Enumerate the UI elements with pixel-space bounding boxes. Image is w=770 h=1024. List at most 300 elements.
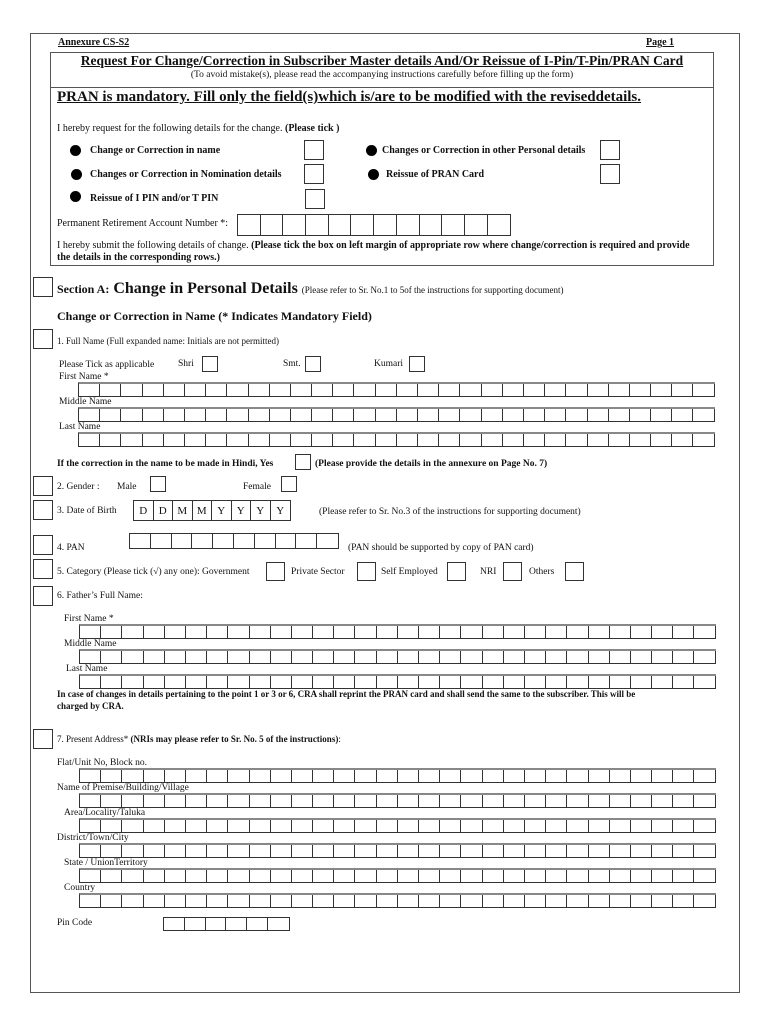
char-box[interactable] <box>398 626 419 638</box>
char-box[interactable] <box>440 870 461 882</box>
char-box[interactable] <box>79 434 100 446</box>
char-box[interactable] <box>207 770 228 782</box>
char-box[interactable] <box>334 820 355 832</box>
char-box[interactable] <box>186 895 207 907</box>
char-box[interactable] <box>312 384 333 396</box>
char-box[interactable] <box>80 770 101 782</box>
char-box[interactable] <box>376 384 397 396</box>
char-box[interactable] <box>228 651 249 663</box>
char-box[interactable] <box>483 870 504 882</box>
pan-char-box[interactable] <box>296 534 317 548</box>
char-box[interactable] <box>313 820 334 832</box>
char-box[interactable] <box>228 626 249 638</box>
dob-digit-box[interactable]: M <box>193 501 213 520</box>
father-middle-input[interactable] <box>79 649 716 664</box>
char-box[interactable] <box>504 895 525 907</box>
char-box[interactable] <box>567 895 588 907</box>
char-box[interactable] <box>292 676 313 688</box>
char-box[interactable] <box>398 651 419 663</box>
char-box[interactable] <box>461 651 482 663</box>
char-box[interactable] <box>101 870 122 882</box>
char-box[interactable] <box>418 434 439 446</box>
char-box[interactable] <box>228 676 249 688</box>
char-box[interactable] <box>121 384 142 396</box>
char-box[interactable] <box>122 895 143 907</box>
char-box[interactable] <box>355 895 376 907</box>
char-box[interactable] <box>249 409 270 421</box>
char-box[interactable] <box>398 795 419 807</box>
option-pin-checkbox[interactable] <box>305 189 325 209</box>
char-box[interactable] <box>355 845 376 857</box>
char-box[interactable] <box>525 845 546 857</box>
char-box[interactable] <box>440 795 461 807</box>
char-box[interactable] <box>419 770 440 782</box>
char-box[interactable] <box>482 434 503 446</box>
char-box[interactable] <box>694 895 715 907</box>
dob-digit-box[interactable]: D <box>154 501 174 520</box>
char-box[interactable] <box>271 795 292 807</box>
char-box[interactable] <box>355 820 376 832</box>
char-box[interactable] <box>525 795 546 807</box>
char-box[interactable] <box>250 795 271 807</box>
char-box[interactable] <box>144 770 165 782</box>
char-box[interactable] <box>80 626 101 638</box>
char-box[interactable] <box>524 384 545 396</box>
char-box[interactable] <box>546 820 567 832</box>
char-box[interactable] <box>693 434 714 446</box>
char-box[interactable] <box>673 626 694 638</box>
char-box[interactable] <box>483 845 504 857</box>
char-box[interactable] <box>377 795 398 807</box>
pan-input[interactable] <box>129 533 339 549</box>
char-box[interactable] <box>461 820 482 832</box>
char-box[interactable] <box>250 870 271 882</box>
char-box[interactable] <box>672 384 693 396</box>
char-box[interactable] <box>101 770 122 782</box>
char-box[interactable] <box>610 870 631 882</box>
dob-input[interactable] <box>133 500 291 521</box>
address-premise-input[interactable] <box>79 793 716 808</box>
char-box[interactable] <box>631 676 652 688</box>
char-box[interactable] <box>165 676 186 688</box>
char-box[interactable] <box>610 626 631 638</box>
char-box[interactable] <box>589 676 610 688</box>
char-box[interactable] <box>694 870 715 882</box>
char-box[interactable] <box>398 845 419 857</box>
pran-digit-box[interactable] <box>329 215 352 235</box>
option-personal-checkbox[interactable] <box>600 140 620 160</box>
char-box[interactable] <box>694 651 715 663</box>
pran-digit-box[interactable] <box>306 215 329 235</box>
char-box[interactable] <box>122 870 143 882</box>
char-box[interactable] <box>185 409 206 421</box>
char-box[interactable] <box>609 434 630 446</box>
char-box[interactable] <box>610 795 631 807</box>
char-box[interactable] <box>270 384 291 396</box>
category-government-checkbox[interactable] <box>266 562 285 581</box>
char-box[interactable] <box>313 870 334 882</box>
char-box[interactable] <box>609 384 630 396</box>
pan-char-box[interactable] <box>276 534 297 548</box>
father-first-input[interactable] <box>79 624 716 639</box>
char-box[interactable] <box>504 676 525 688</box>
address-country-input[interactable] <box>79 893 716 908</box>
char-box[interactable] <box>80 870 101 882</box>
char-box[interactable] <box>355 651 376 663</box>
char-box[interactable] <box>398 870 419 882</box>
char-box[interactable] <box>185 434 206 446</box>
char-box[interactable] <box>100 384 121 396</box>
char-box[interactable] <box>101 795 122 807</box>
char-box[interactable] <box>483 820 504 832</box>
char-box[interactable] <box>80 845 101 857</box>
char-box[interactable] <box>546 626 567 638</box>
char-box[interactable] <box>250 895 271 907</box>
char-box[interactable] <box>228 820 249 832</box>
char-box[interactable] <box>567 845 588 857</box>
char-box[interactable] <box>186 845 207 857</box>
char-box[interactable] <box>228 845 249 857</box>
char-box[interactable] <box>313 651 334 663</box>
char-box[interactable] <box>165 651 186 663</box>
char-box[interactable] <box>122 845 143 857</box>
char-box[interactable] <box>439 409 460 421</box>
char-box[interactable] <box>694 626 715 638</box>
char-box[interactable] <box>121 434 142 446</box>
category-checkbox[interactable] <box>33 559 53 579</box>
char-box[interactable] <box>461 795 482 807</box>
char-box[interactable] <box>377 676 398 688</box>
char-box[interactable] <box>80 795 101 807</box>
char-box[interactable] <box>271 820 292 832</box>
char-box[interactable] <box>101 895 122 907</box>
pran-input[interactable] <box>237 214 511 236</box>
char-box[interactable] <box>567 870 588 882</box>
pan-char-box[interactable] <box>192 534 213 548</box>
char-box[interactable] <box>460 409 481 421</box>
char-box[interactable] <box>694 770 715 782</box>
char-box[interactable] <box>377 845 398 857</box>
char-box[interactable] <box>165 626 186 638</box>
pan-checkbox[interactable] <box>33 535 53 555</box>
dob-digit-box[interactable]: Y <box>232 501 252 520</box>
char-box[interactable] <box>483 795 504 807</box>
char-box[interactable] <box>270 434 291 446</box>
char-box[interactable] <box>228 870 249 882</box>
char-box[interactable] <box>354 384 375 396</box>
char-box[interactable] <box>164 434 185 446</box>
category-private-checkbox[interactable] <box>357 562 376 581</box>
char-box[interactable] <box>292 770 313 782</box>
pin-digit-box[interactable] <box>247 918 268 930</box>
char-box[interactable] <box>80 651 101 663</box>
char-box[interactable] <box>694 795 715 807</box>
char-box[interactable] <box>546 770 567 782</box>
char-box[interactable] <box>334 895 355 907</box>
char-box[interactable] <box>419 820 440 832</box>
pran-digit-box[interactable] <box>351 215 374 235</box>
char-box[interactable] <box>419 651 440 663</box>
char-box[interactable] <box>652 870 673 882</box>
char-box[interactable] <box>652 820 673 832</box>
pin-input[interactable] <box>163 917 290 931</box>
char-box[interactable] <box>101 651 122 663</box>
char-box[interactable] <box>461 895 482 907</box>
char-box[interactable] <box>144 676 165 688</box>
title-smt-checkbox[interactable] <box>305 356 321 372</box>
char-box[interactable] <box>673 651 694 663</box>
char-box[interactable] <box>292 870 313 882</box>
char-box[interactable] <box>631 626 652 638</box>
char-box[interactable] <box>419 676 440 688</box>
char-box[interactable] <box>313 845 334 857</box>
char-box[interactable] <box>121 409 142 421</box>
char-box[interactable] <box>292 651 313 663</box>
char-box[interactable] <box>206 434 227 446</box>
char-box[interactable] <box>144 820 165 832</box>
char-box[interactable] <box>207 870 228 882</box>
char-box[interactable] <box>100 409 121 421</box>
option-pran-card-checkbox[interactable] <box>600 164 620 184</box>
char-box[interactable] <box>672 409 693 421</box>
char-box[interactable] <box>440 651 461 663</box>
char-box[interactable] <box>588 434 609 446</box>
char-box[interactable] <box>101 845 122 857</box>
char-box[interactable] <box>397 384 418 396</box>
char-box[interactable] <box>165 870 186 882</box>
option-name-checkbox[interactable] <box>304 140 324 160</box>
pin-digit-box[interactable] <box>226 918 247 930</box>
char-box[interactable] <box>610 895 631 907</box>
char-box[interactable] <box>122 676 143 688</box>
char-box[interactable] <box>313 895 334 907</box>
char-box[interactable] <box>652 651 673 663</box>
pan-char-box[interactable] <box>213 534 234 548</box>
char-box[interactable] <box>313 626 334 638</box>
char-box[interactable] <box>525 895 546 907</box>
char-box[interactable] <box>292 895 313 907</box>
char-box[interactable] <box>271 895 292 907</box>
char-box[interactable] <box>376 409 397 421</box>
char-box[interactable] <box>398 895 419 907</box>
char-box[interactable] <box>439 434 460 446</box>
char-box[interactable] <box>504 795 525 807</box>
char-box[interactable] <box>207 795 228 807</box>
char-box[interactable] <box>334 870 355 882</box>
pran-digit-box[interactable] <box>283 215 306 235</box>
address-checkbox[interactable] <box>33 729 53 749</box>
char-box[interactable] <box>461 626 482 638</box>
char-box[interactable] <box>525 651 546 663</box>
char-box[interactable] <box>546 895 567 907</box>
char-box[interactable] <box>694 845 715 857</box>
char-box[interactable] <box>503 384 524 396</box>
char-box[interactable] <box>694 676 715 688</box>
pran-digit-box[interactable] <box>397 215 420 235</box>
char-box[interactable] <box>440 676 461 688</box>
section-a-checkbox[interactable] <box>33 277 53 297</box>
char-box[interactable] <box>354 434 375 446</box>
char-box[interactable] <box>483 676 504 688</box>
char-box[interactable] <box>164 384 185 396</box>
char-box[interactable] <box>673 845 694 857</box>
char-box[interactable] <box>334 845 355 857</box>
pan-char-box[interactable] <box>234 534 255 548</box>
middle-name-input[interactable] <box>78 407 715 422</box>
char-box[interactable] <box>398 820 419 832</box>
char-box[interactable] <box>250 820 271 832</box>
char-box[interactable] <box>567 626 588 638</box>
char-box[interactable] <box>292 795 313 807</box>
char-box[interactable] <box>546 651 567 663</box>
char-box[interactable] <box>631 845 652 857</box>
char-box[interactable] <box>334 651 355 663</box>
pan-char-box[interactable] <box>151 534 172 548</box>
char-box[interactable] <box>652 626 673 638</box>
char-box[interactable] <box>292 626 313 638</box>
char-box[interactable] <box>334 795 355 807</box>
char-box[interactable] <box>228 770 249 782</box>
char-box[interactable] <box>566 409 587 421</box>
char-box[interactable] <box>186 870 207 882</box>
char-box[interactable] <box>673 795 694 807</box>
char-box[interactable] <box>165 795 186 807</box>
char-box[interactable] <box>609 409 630 421</box>
char-box[interactable] <box>377 651 398 663</box>
char-box[interactable] <box>419 895 440 907</box>
char-box[interactable] <box>440 820 461 832</box>
char-box[interactable] <box>545 384 566 396</box>
char-box[interactable] <box>271 626 292 638</box>
char-box[interactable] <box>546 870 567 882</box>
char-box[interactable] <box>271 870 292 882</box>
char-box[interactable] <box>440 895 461 907</box>
char-box[interactable] <box>651 434 672 446</box>
char-box[interactable] <box>504 870 525 882</box>
category-self-checkbox[interactable] <box>447 562 466 581</box>
char-box[interactable] <box>312 409 333 421</box>
char-box[interactable] <box>589 795 610 807</box>
char-box[interactable] <box>250 651 271 663</box>
char-box[interactable] <box>630 409 651 421</box>
char-box[interactable] <box>460 384 481 396</box>
char-box[interactable] <box>186 676 207 688</box>
char-box[interactable] <box>566 384 587 396</box>
char-box[interactable] <box>631 895 652 907</box>
char-box[interactable] <box>610 845 631 857</box>
char-box[interactable] <box>122 651 143 663</box>
pin-digit-box[interactable] <box>206 918 227 930</box>
char-box[interactable] <box>610 770 631 782</box>
char-box[interactable] <box>589 770 610 782</box>
address-state-input[interactable] <box>79 868 716 883</box>
pran-digit-box[interactable] <box>261 215 284 235</box>
char-box[interactable] <box>439 384 460 396</box>
dob-checkbox[interactable] <box>33 500 53 520</box>
char-box[interactable] <box>545 409 566 421</box>
char-box[interactable] <box>144 651 165 663</box>
char-box[interactable] <box>313 795 334 807</box>
char-box[interactable] <box>419 795 440 807</box>
char-box[interactable] <box>631 870 652 882</box>
char-box[interactable] <box>186 820 207 832</box>
char-box[interactable] <box>377 770 398 782</box>
category-others-checkbox[interactable] <box>565 562 584 581</box>
char-box[interactable] <box>398 770 419 782</box>
char-box[interactable] <box>693 409 714 421</box>
char-box[interactable] <box>377 870 398 882</box>
father-checkbox[interactable] <box>33 586 53 606</box>
char-box[interactable] <box>483 651 504 663</box>
char-box[interactable] <box>483 770 504 782</box>
pran-digit-box[interactable] <box>420 215 443 235</box>
char-box[interactable] <box>610 676 631 688</box>
char-box[interactable] <box>122 770 143 782</box>
char-box[interactable] <box>483 626 504 638</box>
char-box[interactable] <box>673 870 694 882</box>
char-box[interactable] <box>186 795 207 807</box>
char-box[interactable] <box>377 626 398 638</box>
char-box[interactable] <box>165 845 186 857</box>
char-box[interactable] <box>377 820 398 832</box>
char-box[interactable] <box>271 845 292 857</box>
char-box[interactable] <box>461 870 482 882</box>
char-box[interactable] <box>630 434 651 446</box>
char-box[interactable] <box>546 845 567 857</box>
char-box[interactable] <box>546 795 567 807</box>
char-box[interactable] <box>397 434 418 446</box>
char-box[interactable] <box>144 795 165 807</box>
char-box[interactable] <box>504 845 525 857</box>
char-box[interactable] <box>525 870 546 882</box>
char-box[interactable] <box>460 434 481 446</box>
char-box[interactable] <box>355 676 376 688</box>
char-box[interactable] <box>270 409 291 421</box>
char-box[interactable] <box>525 626 546 638</box>
first-name-input[interactable] <box>78 382 715 397</box>
char-box[interactable] <box>312 434 333 446</box>
char-box[interactable] <box>80 820 101 832</box>
male-checkbox[interactable] <box>150 476 166 492</box>
char-box[interactable] <box>418 409 439 421</box>
char-box[interactable] <box>567 676 588 688</box>
pan-char-box[interactable] <box>317 534 338 548</box>
pan-char-box[interactable] <box>255 534 276 548</box>
char-box[interactable] <box>589 845 610 857</box>
char-box[interactable] <box>546 676 567 688</box>
char-box[interactable] <box>249 434 270 446</box>
pin-digit-box[interactable] <box>268 918 289 930</box>
char-box[interactable] <box>589 895 610 907</box>
char-box[interactable] <box>652 770 673 782</box>
char-box[interactable] <box>482 409 503 421</box>
char-box[interactable] <box>165 770 186 782</box>
char-box[interactable] <box>100 434 121 446</box>
char-box[interactable] <box>80 895 101 907</box>
char-box[interactable] <box>567 651 588 663</box>
char-box[interactable] <box>630 384 651 396</box>
char-box[interactable] <box>567 795 588 807</box>
char-box[interactable] <box>545 434 566 446</box>
char-box[interactable] <box>206 384 227 396</box>
char-box[interactable] <box>186 770 207 782</box>
char-box[interactable] <box>504 651 525 663</box>
char-box[interactable] <box>567 820 588 832</box>
char-box[interactable] <box>101 676 122 688</box>
char-box[interactable] <box>165 895 186 907</box>
char-box[interactable] <box>291 409 312 421</box>
char-box[interactable] <box>333 434 354 446</box>
